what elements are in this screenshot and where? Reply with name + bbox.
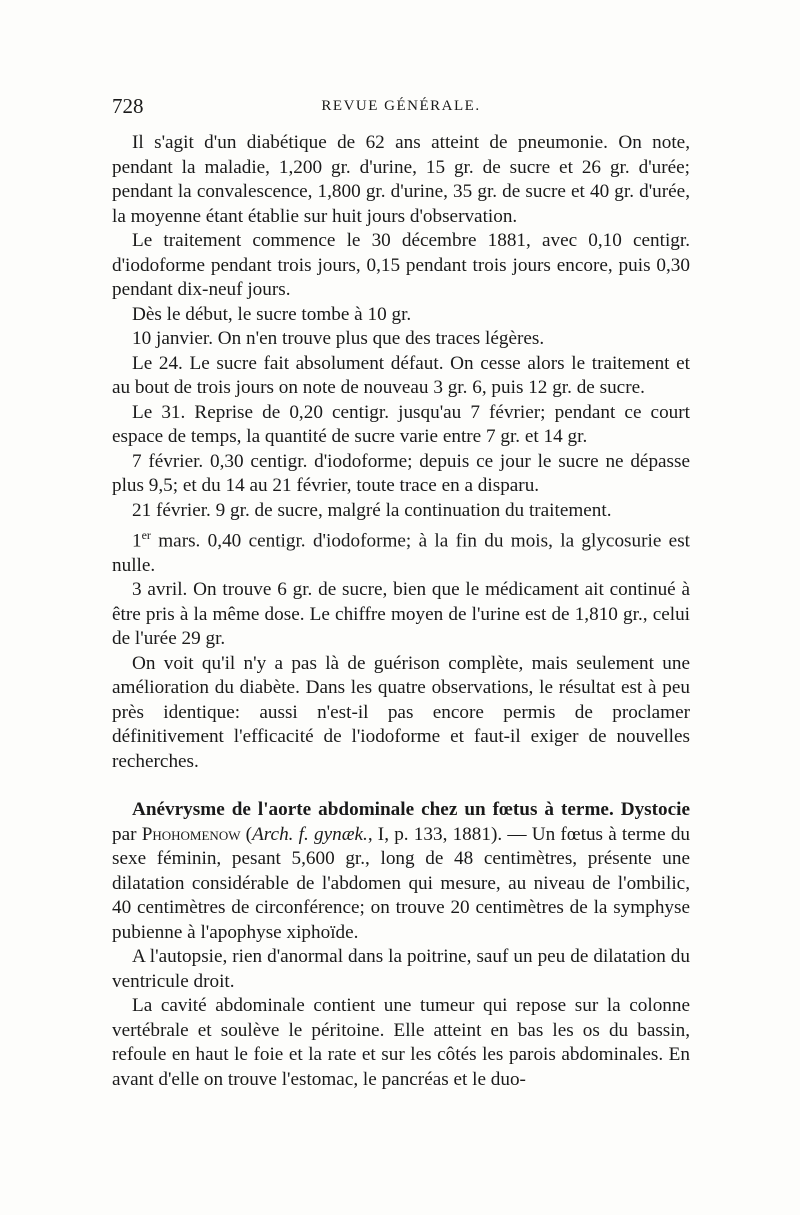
- paragraph: Le 24. Le sucre fait absolument défaut. On cesse alors le traitement et au bout de trois jours on note de nouveau 3 gr. 6, puis 12 gr. de sucre.: [112, 352, 690, 398]
- day-number: 1: [132, 530, 142, 552]
- paragraph-text: mars. 0,40 centigr. d'iodoforme; à la fin du mois, la glycosurie est nulle.: [112, 530, 690, 576]
- paragraph: Dès le début, le sucre tombe à 10 gr.: [132, 303, 412, 325]
- citation-rest: , I, p. 133, 1881). — Un fœtus à terme du sexe féminin, pesant 5,600 gr., long de 48 centimètres, présente une dilatation considérable de l'abdomen qui mesure, au niveau de l'ombilic, 40 centimètres de circonférence; on trouve 20 centimètres de la symphyse pubienne à l'apophyse xiphoïde.: [112, 823, 691, 943]
- ordinal-superscript: er: [141, 528, 151, 542]
- paragraph: Le 31. Reprise de 0,20 centigr. jusqu'au 7 février; pendant ce court espace de temps, la quantité de sucre varie entre 7 gr. et 14 gr.: [112, 401, 690, 447]
- paragraph: A l'autopsie, rien d'anormal dans la poitrine, sauf un peu de dilatation du ventricule droit.: [112, 946, 690, 992]
- article-author: Phohomenow: [141, 823, 241, 845]
- paragraph: Le traitement commence le 30 décembre 1881, avec 0,10 centigr. d'iodoforme pendant trois jours, 0,15 pendant trois jours encore, puis 0,30 pendant dix-neuf jours.: [112, 230, 690, 300]
- article-title: Anévrysme de l'aorte abdominale chez un fœtus à terme. Dystocie: [132, 799, 690, 821]
- paragraph: La cavité abdominale contient une tumeur qui repose sur la colonne vertébrale et soulève le péritoine. Elle atteint en bas les os du bassin, refoule en haut le foie et la rate et sur les côtés les parois abdominales. En avant d'elle on trouve l'estomac, le pancréas et le duo-: [112, 995, 690, 1090]
- journal-name: Arch. f. gynæk.: [252, 823, 368, 845]
- article-par: par: [112, 823, 142, 845]
- page-header: [112, 94, 690, 124]
- paragraph-mars: [112, 523, 690, 578]
- paragraph: On voit qu'il n'y a pas là de guérison complète, mais seulement une amélioration du diabète. Dans les quatre observations, le résultat est à peu près identique: aussi n'est-il pas encore permis de proclamer définitivement l'efficacité de l'iodoforme et faut-il exiger de nouvelles recherches.: [112, 652, 690, 772]
- running-title: REVUE GÉNÉRALE.: [321, 98, 481, 114]
- paragraph: 3 avril. On trouve 6 gr. de sucre, bien que le médicament ait continué à être pris à la même dose. Le chiffre moyen de l'urine est de 1,810 gr., celui de l'urée 29 gr.: [112, 579, 690, 650]
- paragraph: 10 janvier. On n'en trouve plus que des traces légères.: [132, 328, 545, 349]
- page-number: 728: [112, 94, 144, 118]
- body-text: [112, 131, 690, 1092]
- article-paragraph: [112, 798, 690, 945]
- paragraph: Il s'agit d'un diabétique de 62 ans atteint de pneumonie. On note, pendant la maladie, 1,200 gr. d'urine, 15 gr. de sucre et 26 gr. d'urée; pendant la convalescence, 1,800 gr. d'urine, 35 gr. de sucre et 40 gr. d'urée, la moyenne étant établie sur huit jours d'observation.: [112, 132, 690, 227]
- paragraph: 21 février. 9 gr. de sucre, malgré la continuation du traitement.: [132, 499, 612, 521]
- paragraph: 7 février. 0,30 centigr. d'iodoforme; depuis ce jour le sucre ne dépasse plus 9,5; et du 14 au 21 février, toute trace en a disparu.: [112, 450, 690, 496]
- citation-open: (: [240, 823, 253, 845]
